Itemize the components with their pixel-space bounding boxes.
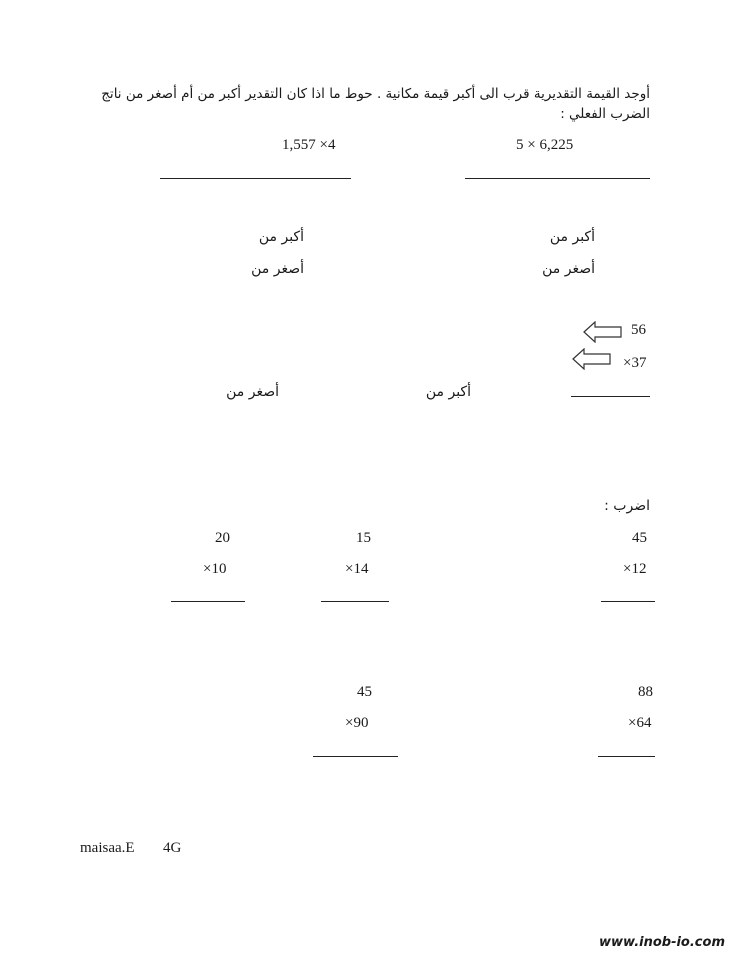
problem-right: 5 × 6,225 [516,137,574,153]
problem-1-answer-line[interactable] [601,601,655,602]
greater-than-option-right[interactable]: أكبر من [549,229,595,245]
problem-5-answer-line[interactable] [313,756,398,757]
problem-2-answer-line[interactable] [321,601,389,602]
problem-5-bottom: ×90 [345,715,369,731]
greater-than-option-center[interactable]: أكبر من [425,384,471,400]
answer-line-left[interactable] [160,178,351,179]
vertical-top-number: 56 [631,322,646,338]
problem-3-top: 20 [215,530,230,546]
problem-4-top: 88 [638,684,653,700]
problem-3-bottom: ×10 [203,561,227,577]
grade-label: 4G [163,840,182,856]
left-arrow-icon [572,348,612,370]
left-arrow-icon [583,321,623,343]
problem-2-bottom: ×14 [345,561,369,577]
vertical-answer-line[interactable] [571,396,650,397]
problem-left: 1,557 ×4 [282,137,336,153]
problem-2-top: 15 [356,530,371,546]
problem-4-answer-line[interactable] [598,756,655,757]
problem-1-bottom: ×12 [623,561,647,577]
watermark: www.inob-io.com [599,935,725,950]
author-name: maisaa.E [80,840,135,856]
greater-than-option-left[interactable]: أكبر من [258,229,304,245]
multiply-title: اضرب : [604,498,650,514]
answer-line-right[interactable] [465,178,650,179]
problem-5-top: 45 [357,684,372,700]
instruction-line-2: الضرب الفعلي : [560,106,650,122]
vertical-bottom-number: ×37 [623,355,647,371]
less-than-option-left[interactable]: أصغر من [251,261,304,277]
less-than-option-right[interactable]: أصغر من [542,261,595,277]
instruction-line-1: أوجد القيمة التقديرية قرب الى أكبر قيمة مكانية . حوط ما اذا كان التقدير أكبر من أم أصغر من ناتج [101,86,650,102]
problem-3-answer-line[interactable] [171,601,245,602]
less-than-option-center[interactable]: أصغر من [226,384,279,400]
problem-4-bottom: ×64 [628,715,652,731]
problem-1-top: 45 [632,530,647,546]
